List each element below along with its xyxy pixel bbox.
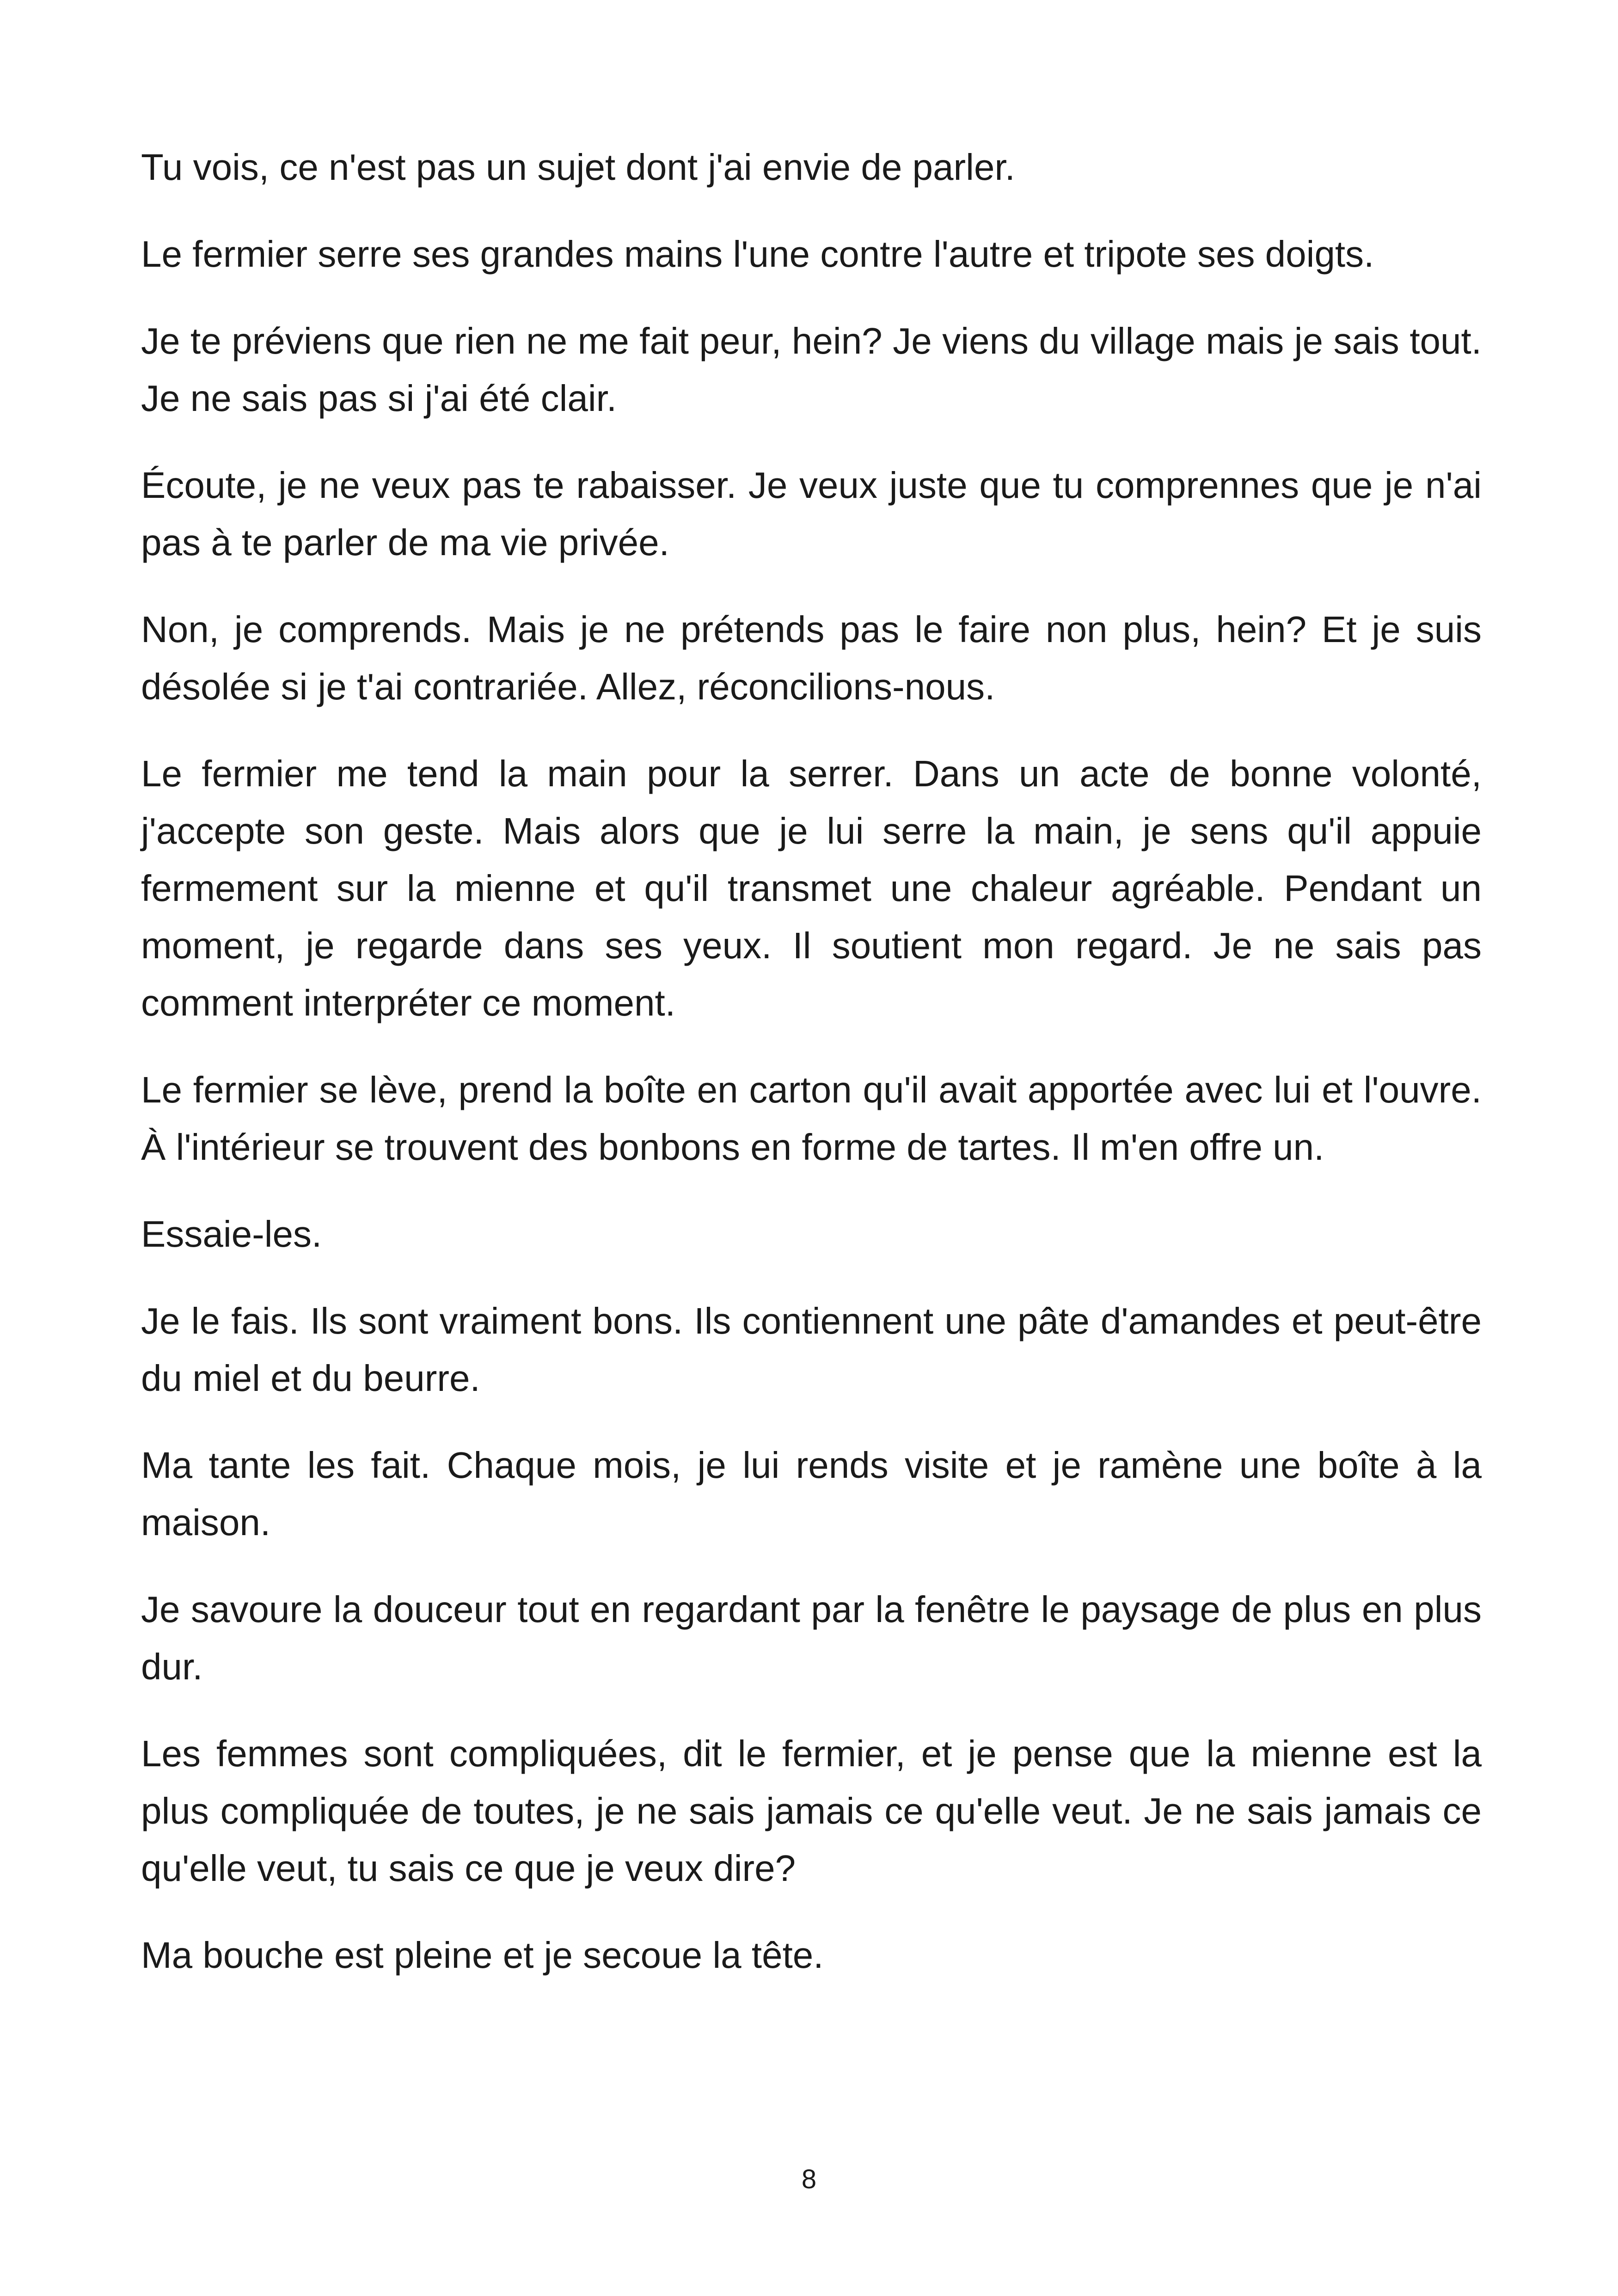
body-text [141, 139, 1482, 2014]
paragraph: Ma tante les fait. Chaque mois, je lui rends visite et je ramène une boîte à la maison. [141, 1445, 1482, 1543]
paragraph: Essaie-les. [141, 1213, 322, 1255]
paragraph: Le fermier serre ses grandes mains l'une contre l'autre et tripote ses doigts. [141, 233, 1374, 275]
paragraph: Je le fais. Ils sont vraiment bons. Ils contiennent une pâte d'amandes et peut-être du miel et du beurre. [141, 1300, 1482, 1399]
paragraph: Tu vois, ce n'est pas un sujet dont j'ai envie de parler. [141, 147, 1015, 188]
paragraph: Je te préviens que rien ne me fait peur, hein? Je viens du village mais je sais tout. Je ne sais pas si j'ai été clair. [141, 320, 1482, 419]
paragraph: Le fermier me tend la main pour la serrer. Dans un acte de bonne volonté, j'accepte son geste. Mais alors que je lui serre la main, je sens qu'il appuie fermement sur la mienne et qu'il transmet une chaleur agréable. Pendant un moment, je regarde dans ses yeux. Il soutient mon regard. Je ne sais pas comment interpréter ce moment. [141, 753, 1482, 1023]
paragraph: Le fermier se lève, prend la boîte en carton qu'il avait apportée avec lui et l'ouvre. À l'intérieur se trouvent des bonbons en forme de tartes. Il m'en offre un. [141, 1069, 1482, 1168]
page-number: 8 [801, 2164, 817, 2194]
paragraph: Les femmes sont compliquées, dit le fermier, et je pense que la mienne est la plus compliquée de toutes, je ne sais jamais ce qu'elle veut. Je ne sais jamais ce qu'elle veut, tu sais ce que je veux dire? [141, 1733, 1482, 1889]
paragraph: Ma bouche est pleine et je secoue la tête. [141, 1935, 824, 1976]
paragraph: Écoute, je ne veux pas te rabaisser. Je veux juste que tu comprennes que je n'ai pas à te parler de ma vie privée. [141, 465, 1482, 563]
paragraph: Non, je comprends. Mais je ne prétends pas le faire non plus, hein? Et je suis désolée si je t'ai contrariée. Allez, réconcilions-nous. [141, 609, 1482, 707]
paragraph: Je savoure la douceur tout en regardant par la fenêtre le paysage de plus en plus dur. [141, 1589, 1482, 1687]
